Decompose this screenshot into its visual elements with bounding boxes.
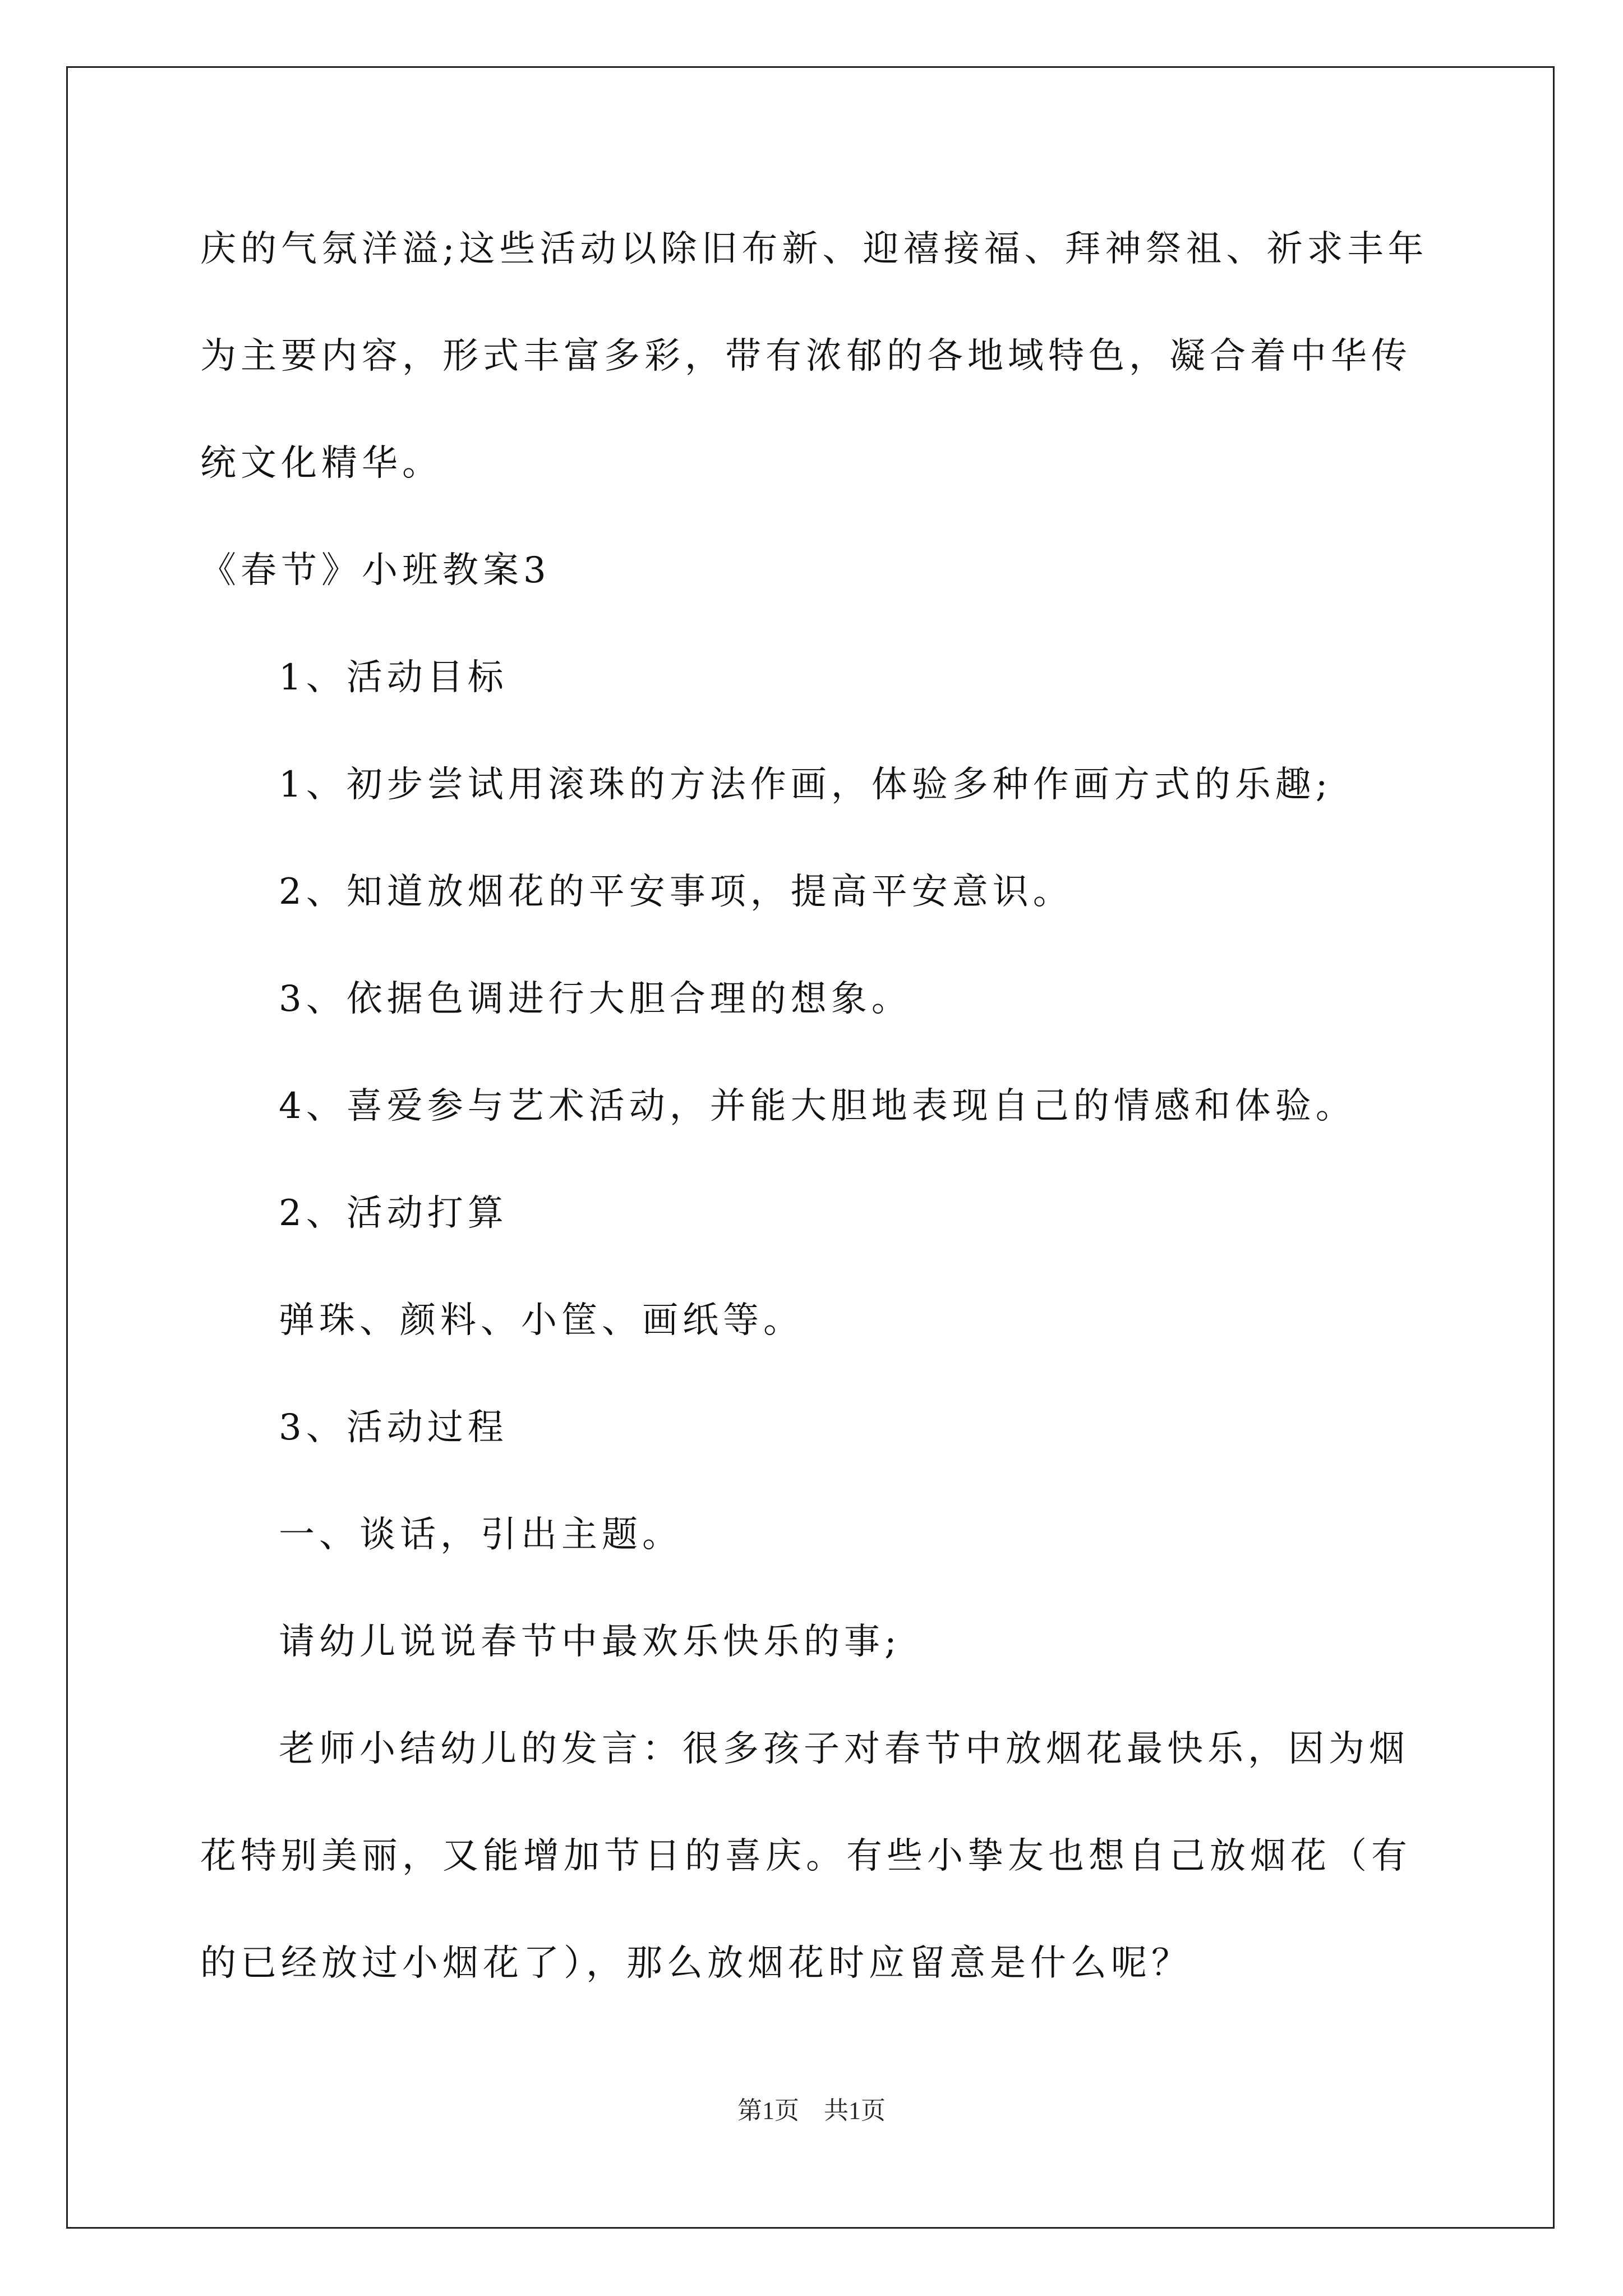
subheading-line: 1、活动目标 [279, 657, 508, 698]
paragraph-line: 统文化精华。 [200, 443, 442, 484]
page-border [66, 66, 1555, 2229]
paragraph-line: 花特别美丽，又能增加节日的喜庆。有些小挚友也想自己放烟花（有 [200, 1835, 1412, 1877]
paragraph-line: 庆的气氛洋溢;这些活动以除旧布新、迎禧接福、拜神祭祖、祈求丰年 [200, 228, 1428, 270]
list-item: 1、初步尝试用滚珠的方法作画，体验多种作画方式的乐趣; [279, 764, 1332, 806]
paragraph-line: 一、谈话，引出主题。 [279, 1514, 683, 1556]
paragraph-line: 老师小结幼儿的发言：很多孩子对春节中放烟花最快乐，因为烟 [279, 1728, 1409, 1770]
page-footer: 第1页 共1页 [737, 2097, 886, 2124]
section-heading: 《春节》小班教案3 [200, 550, 551, 591]
paragraph-line: 弹珠、颜料、小筐、画纸等。 [279, 1300, 804, 1341]
list-item: 3、依据色调进行大胆合理的想象。 [279, 978, 912, 1020]
paragraph-line: 请幼儿说说春节中最欢乐快乐的事; [279, 1621, 901, 1663]
list-item: 4、喜爱参与艺术活动，并能大胆地表现自己的情感和体验。 [279, 1085, 1356, 1127]
list-item: 2、知道放烟花的平安事项，提高平安意识。 [279, 871, 1073, 913]
paragraph-line: 为主要内容，形式丰富多彩，带有浓郁的各地域特色，凝合着中华传 [200, 335, 1412, 377]
subheading-line: 2、活动打算 [279, 1193, 508, 1234]
subheading-line: 3、活动过程 [279, 1407, 508, 1448]
paragraph-line: 的已经放过小烟花了），那么放烟花时应留意是什么呢？ [200, 1943, 1192, 1984]
